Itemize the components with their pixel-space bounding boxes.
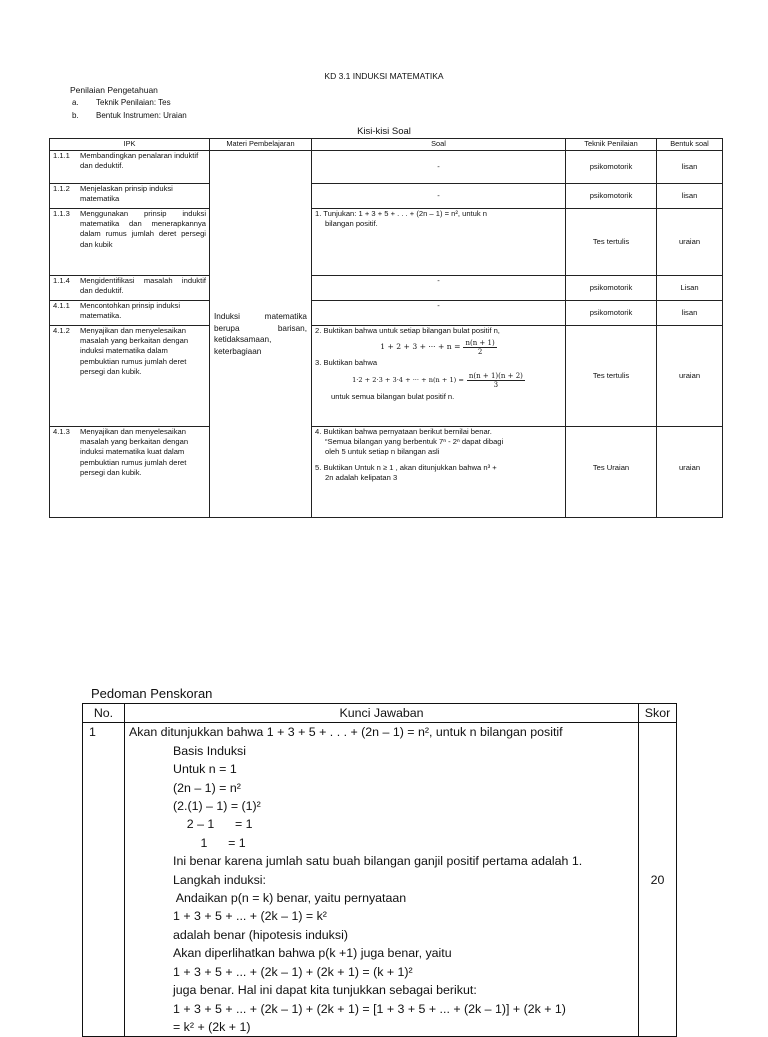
teknik-cell: psikomotorik — [566, 184, 657, 209]
ipk-cell — [50, 276, 210, 301]
item-text: Teknik Penilaian: Tes — [96, 98, 171, 107]
answer-line: adalah benar (hipotesis induksi) — [173, 927, 348, 942]
ipk-cell — [50, 151, 210, 184]
bentuk-cell: lisan — [657, 184, 723, 209]
table-row — [50, 184, 723, 209]
table-row — [83, 723, 677, 1037]
item-label: b. — [72, 111, 79, 120]
teknik-cell: Tes tertulis — [566, 326, 657, 427]
kisi-kisi-table — [49, 138, 723, 518]
bentuk-cell: lisan — [657, 151, 723, 184]
bentuk-cell: uraian — [657, 427, 723, 518]
ipk-text: Menyajikan dan menyelesaikan masalah yang berkaitan dengan induksi matematika kuat dalam pembuktian rumus jumlah deret persegi dan kubik. — [80, 427, 189, 477]
answer-line: Akan diperlihatkan bahwa p(k +1) juga benar, yaitu — [173, 946, 452, 961]
teknik-cell: psikomotorik — [566, 301, 657, 326]
pedoman-table — [82, 703, 677, 1037]
header-soal: Soal — [312, 139, 566, 151]
bentuk-cell: uraian — [657, 209, 723, 276]
table-row — [50, 151, 723, 184]
header-no: No. — [83, 704, 125, 723]
soal-cell: - — [312, 151, 566, 184]
fraction-denominator: 2 — [477, 347, 483, 356]
soal-text: “Semua bilangan yang berbentuk 7ⁿ - 2ⁿ dapat dibagi — [325, 437, 504, 447]
answer-line: 1 + 3 + 5 + ... + (2k – 1) + (2k + 1) = [1 + 3 + 5 + ... + (2k – 1)] + (2k + 1) — [173, 1001, 566, 1016]
table-row — [50, 427, 723, 518]
ipk-cell — [50, 301, 210, 326]
assessment-item — [72, 111, 187, 120]
assessment-title: Penilaian Pengetahuan — [70, 85, 158, 95]
document-title: KD 3.1 INDUKSI MATEMATIKA — [324, 71, 444, 81]
ipk-cell — [50, 184, 210, 209]
ipk-text: Mencontohkan prinsip induksi matematika. — [80, 301, 181, 321]
header-ipk: IPK — [50, 139, 210, 151]
soal-text: 2n adalah kelipatan 3 — [325, 472, 398, 482]
formula-fraction — [463, 339, 496, 356]
ipk-code: 1.1.2 — [53, 184, 70, 193]
ipk-code: 4.1.2 — [53, 326, 70, 335]
ipk-code: 4.1.3 — [53, 427, 70, 436]
ipk-text: Membandingkan penalaran induktif dan deduktif. — [80, 151, 199, 171]
answer-line: 1 + 3 + 5 + ... + (2k – 1) + (2k + 1) = (k + 1)² — [173, 964, 413, 979]
fraction-denominator: 3 — [493, 380, 499, 389]
soal-cell — [312, 427, 566, 518]
soal-text: bilangan positif. — [325, 219, 378, 229]
soal-cell — [312, 209, 566, 276]
soal-cell: - — [312, 301, 566, 326]
item-label: a. — [72, 98, 79, 107]
soal-text: oleh 5 untuk setiap n bilangan asli — [325, 447, 440, 457]
soal-cell: - — [312, 184, 566, 209]
answer-line: Langkah induksi: — [173, 872, 266, 887]
answer-line: Untuk n = 1 — [173, 762, 237, 777]
answer-line: Akan ditunjukkan bahwa 1 + 3 + 5 + . . . + (2n – 1) = n², untuk n bilangan positif — [129, 725, 563, 740]
answer-line: Andaikan p(n = k) benar, yaitu pernyataan — [173, 891, 407, 906]
answer-line: 1 + 3 + 5 + ... + (2k – 1) = k² — [173, 909, 327, 924]
teknik-cell: Tes Uraian — [566, 427, 657, 518]
answer-line: juga benar. Hal ini dapat kita tunjukkan sebagai berikut: — [173, 983, 477, 998]
header-kunci: Kunci Jawaban — [125, 704, 639, 723]
soal-text: 2. Buktikan bahwa untuk setiap bilangan bulat positif n, — [315, 326, 500, 335]
teknik-cell: psikomotorik — [566, 151, 657, 184]
ipk-code: 1.1.3 — [53, 209, 70, 218]
header-materi: Materi Pembelajaran — [210, 139, 312, 151]
table-row — [50, 326, 723, 427]
ipk-cell — [50, 427, 210, 518]
answer-line: 2 – 1 = 1 — [173, 817, 253, 832]
ipk-text: Menggunakan prinsip induksi matematika dan menerapkannya dalam rumus jumlah deret persegi dan kubik — [80, 209, 206, 249]
formula-product-sum — [315, 368, 562, 392]
header-teknik: Teknik Penilaian — [566, 139, 657, 151]
fraction-numerator: n(n + 1) — [465, 338, 495, 347]
answer-line: 1 = 1 — [173, 835, 246, 850]
ipk-code: 4.1.1 — [53, 301, 70, 310]
soal-text: 5. Buktikan Untuk n ≥ 1 , akan ditunjukkan bahwa n³ + — [315, 462, 497, 472]
ipk-text: Menyajikan dan menyelesaikan masalah yang berkaitan dengan induksi matematika dalam pembuktian rumus jumlah deret persegi dan kubik. — [80, 326, 189, 376]
header-skor: Skor — [639, 704, 677, 723]
ipk-cell — [50, 326, 210, 427]
soal-text: 4. Buktikan bahwa pernyataan berikut bernilai benar. — [315, 427, 492, 436]
answer-line: = k² + (2k + 1) — [173, 1019, 251, 1034]
row-number: 1 — [83, 723, 125, 1037]
materi-cell: Induksi matematika berupa barisan, ketidaksamaan, keterbagiaan — [210, 151, 312, 518]
assessment-item — [72, 98, 171, 107]
soal-text: 1. Tunjukan: 1 + 3 + 5 + . . . + (2n – 1) = n², untuk n — [315, 209, 488, 218]
formula-fraction — [467, 372, 525, 389]
teknik-cell: Tes tertulis — [566, 209, 657, 276]
bentuk-cell: Lisan — [657, 276, 723, 301]
answer-line: Ini benar karena jumlah satu buah bilangan ganjil positif pertama adalah 1. — [173, 854, 583, 869]
table-row — [50, 301, 723, 326]
item-text: Bentuk Instrumen: Uraian — [96, 111, 187, 120]
formula-sum — [315, 336, 562, 358]
ipk-text: Menjelaskan prinsip induksi matematika — [80, 184, 173, 204]
table-row — [50, 209, 723, 276]
answer-line: Basis Induksi — [173, 743, 247, 758]
ipk-cell — [50, 209, 210, 276]
table-header-row — [83, 704, 677, 723]
bentuk-cell: uraian — [657, 326, 723, 427]
answer-line: (2.(1) – 1) = (1)² — [173, 799, 261, 814]
soal-text: untuk semua bilangan bulat positif n. — [331, 392, 455, 402]
teknik-cell: psikomotorik — [566, 276, 657, 301]
ipk-text: Mengidentifikasi masalah induktif dan deduktif. — [80, 276, 206, 296]
answer-line: (2n – 1) = n² — [173, 780, 241, 795]
ipk-code: 1.1.4 — [53, 276, 70, 285]
ipk-code: 1.1.1 — [53, 151, 70, 160]
formula-lhs: 1·2 + 2·3 + 3·4 + ··· + n(n + 1) = — [352, 376, 464, 385]
soal-cell: - — [312, 276, 566, 301]
score-cell: 20 — [639, 723, 677, 1037]
table-header-row — [50, 139, 723, 151]
table-row — [50, 276, 723, 301]
kisi-title: Kisi-kisi Soal — [357, 126, 411, 137]
soal-cell — [312, 326, 566, 427]
answer-key-cell — [125, 723, 639, 1037]
pedoman-title: Pedoman Penskoran — [91, 686, 213, 701]
header-bentuk: Bentuk soal — [657, 139, 723, 151]
formula-lhs: 1 + 2 + 3 + ··· + n = — [380, 342, 461, 352]
fraction-numerator: n(n + 1)(n + 2) — [468, 371, 523, 380]
soal-text: 3. Buktikan bahwa — [315, 358, 378, 368]
bentuk-cell: lisan — [657, 301, 723, 326]
